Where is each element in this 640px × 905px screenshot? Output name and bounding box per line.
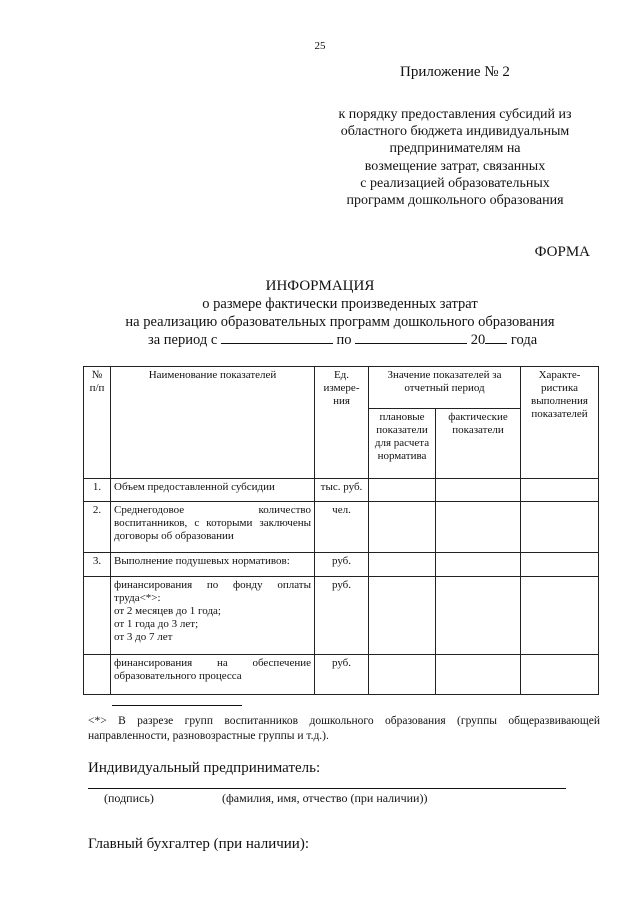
row-name: Среднегодовое количество воспитанников, с которыми заключены договоры об образовании [111, 502, 315, 553]
row-name: Объем предоставленной субсидии [111, 479, 315, 502]
period-end-blank [355, 331, 467, 344]
period-suffix: года [510, 332, 538, 348]
row-planned-cell [369, 502, 436, 553]
order-line: предпринимателям на [389, 141, 521, 157]
document-subtitle: о размере фактически произведенных затрат [202, 296, 478, 312]
row-characteristic-cell [521, 553, 599, 577]
header-unit: Ед. измере- ния [315, 367, 369, 479]
header-num: № п/п [84, 367, 111, 479]
footnote: <*> В разрезе групп воспитанников дошкольного образования (группы общеразвивающей направленности, разновозрастные группы и т.д.). [88, 715, 600, 742]
row-actual-cell [436, 553, 521, 577]
row-unit: чел. [315, 502, 369, 553]
row-characteristic-cell [521, 479, 599, 502]
row-name-line: от 3 до 7 лет [114, 631, 173, 643]
row-name: Выполнение подушевых нормативов: [111, 553, 315, 577]
footnote-divider [112, 705, 242, 706]
period-start-blank [221, 331, 333, 344]
document-title: ИНФОРМАЦИЯ [265, 278, 375, 294]
row-planned-cell [369, 577, 436, 655]
period-line [148, 331, 537, 349]
row-num: 2. [84, 502, 111, 553]
row-num: 1. [84, 479, 111, 502]
row-planned-cell [369, 655, 436, 695]
appendix-heading: Приложение № 2 [400, 64, 510, 80]
row-characteristic-cell [521, 502, 599, 553]
period-year-blank [485, 331, 507, 344]
row-unit: руб. [315, 553, 369, 577]
row-actual-cell [436, 479, 521, 502]
row-actual-cell [436, 655, 521, 695]
signature-line [88, 788, 566, 789]
full-name-caption: (фамилия, имя, отчество (при наличии)) [222, 791, 428, 805]
row-characteristic-cell [521, 577, 599, 655]
row-num [84, 655, 111, 695]
chief-accountant-label: Главный бухгалтер (при наличии): [88, 836, 309, 852]
row-name [111, 577, 315, 655]
row-actual-cell [436, 577, 521, 655]
row-actual-cell [436, 502, 521, 553]
row-name: финансирования на обеспечение образовательного процесса [111, 655, 315, 695]
row-unit: руб. [315, 655, 369, 695]
period-middle: по [336, 332, 352, 348]
document-subtitle: на реализацию образовательных программ дошкольного образования [125, 314, 555, 330]
order-line: программ дошкольного образования [346, 193, 564, 209]
row-unit: руб. [315, 577, 369, 655]
row-num [84, 577, 111, 655]
header-value-group: Значение показателей за отчетный период [369, 367, 521, 409]
period-prefix: за период с [148, 332, 218, 348]
row-planned-cell [369, 479, 436, 502]
expenses-table [83, 366, 599, 695]
table-row [84, 553, 599, 577]
row-characteristic-cell [521, 655, 599, 695]
header-name: Наименование показателей [111, 367, 315, 479]
period-year-prefix: 20 [470, 332, 486, 348]
signature-caption: (подпись) [104, 791, 154, 805]
row-name-line: финансирования по фонду оплаты труда<*>: [114, 579, 311, 604]
form-label: ФОРМА [534, 244, 590, 260]
table-header-row [84, 367, 599, 409]
order-line: к порядку предоставления субсидий из [338, 107, 572, 122]
table-row [84, 655, 599, 695]
row-unit: тыс. руб. [315, 479, 369, 502]
order-line: областного бюджета индивидуальным [340, 124, 570, 140]
row-name-line: от 1 года до 3 лет; [114, 618, 199, 630]
order-reference [320, 106, 590, 209]
header-characteristic: Характе- ристика выполнения показателей [521, 367, 599, 479]
table-row [84, 577, 599, 655]
header-planned: плановые показатели для расчета норматива [369, 409, 436, 479]
order-line: возмещение затрат, связанных [364, 158, 546, 174]
page-number: 25 [314, 40, 326, 52]
row-name-line: от 2 месяцев до 1 года; [114, 605, 221, 617]
row-planned-cell [369, 553, 436, 577]
header-actual: фактические показатели [436, 409, 521, 479]
table-row [84, 502, 599, 553]
order-line: с реализацией образовательных [360, 175, 550, 191]
table-row [84, 479, 599, 502]
row-num: 3. [84, 553, 111, 577]
entrepreneur-label: Индивидуальный предприниматель: [88, 760, 321, 776]
